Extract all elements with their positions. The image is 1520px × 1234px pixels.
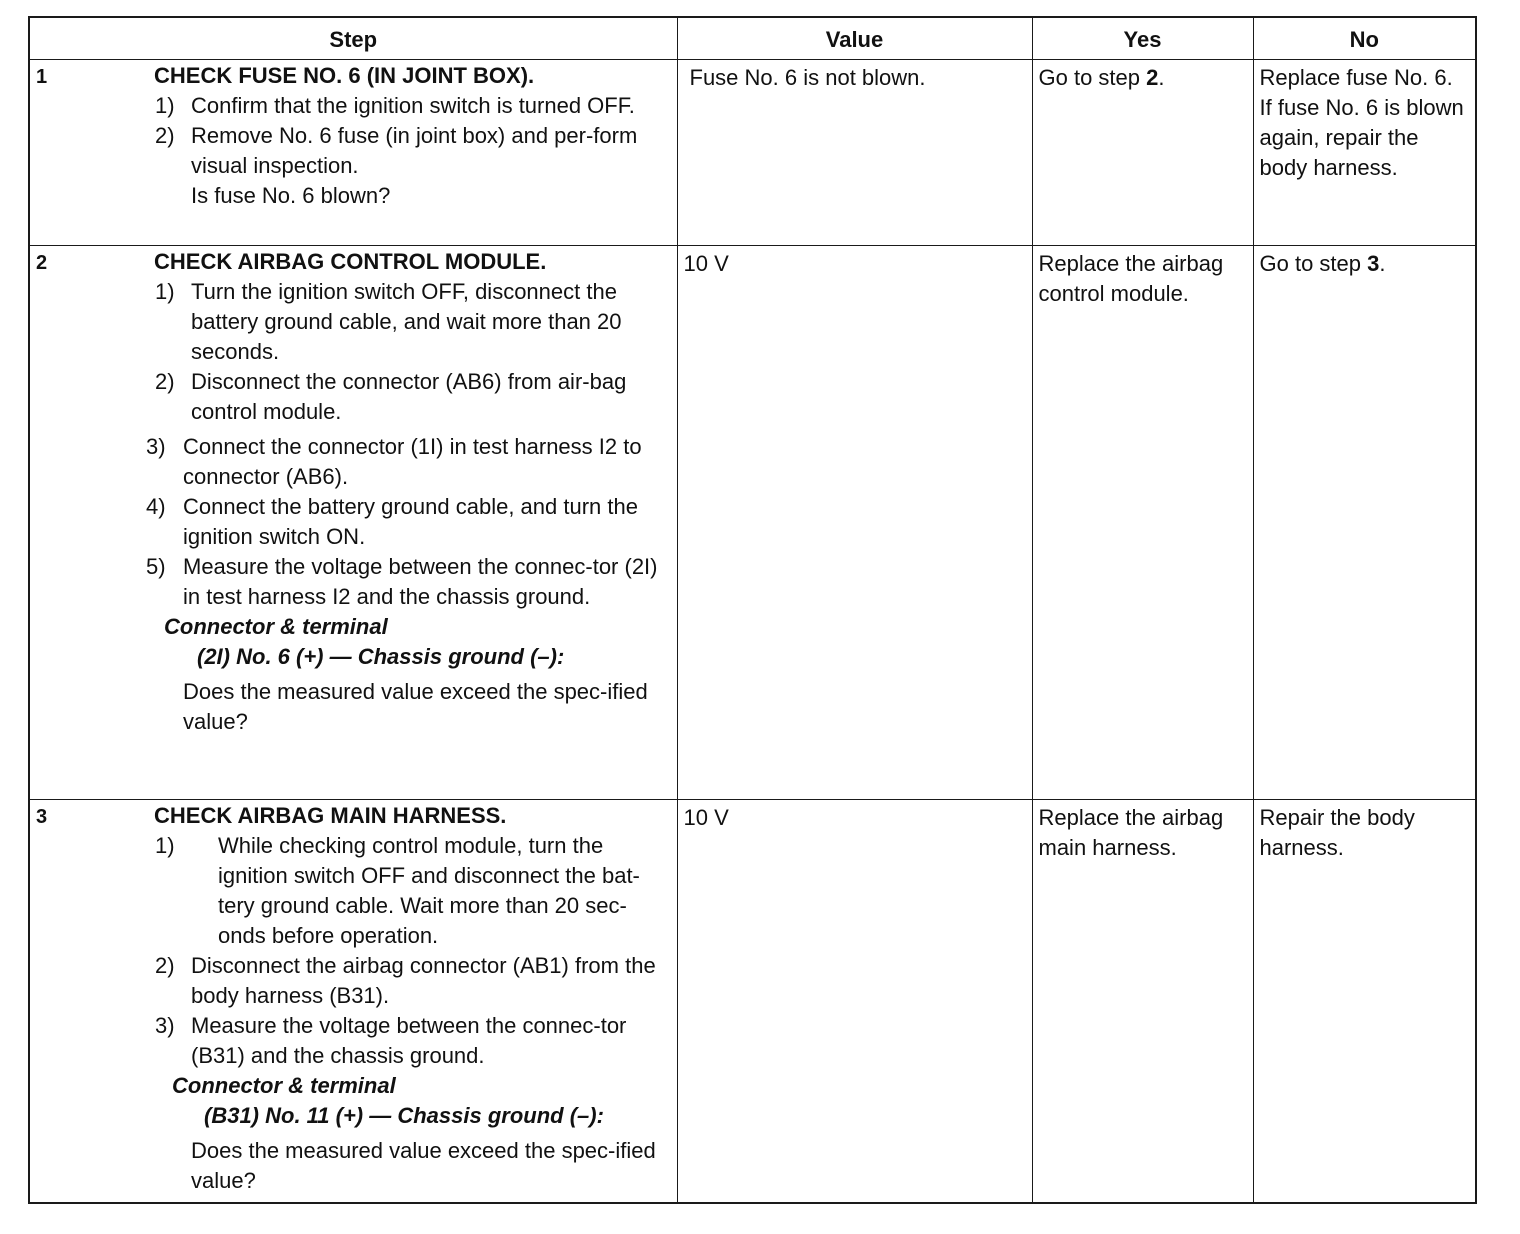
no-cell-3 (1253, 800, 1476, 1204)
terminal-spec: (2I) No. 6 (+) — Chassis ground (–): (197, 644, 565, 669)
no-text: Repair the body harness. (1259, 805, 1415, 860)
yes-text: Replace the airbag main harness. (1038, 805, 1224, 860)
header-step: Step (29, 17, 677, 60)
no-cell-2 (1253, 246, 1476, 800)
step-title: CHECK FUSE NO. 6 (IN JOINT BOX). (154, 63, 535, 88)
yes-cell-2 (1032, 246, 1253, 800)
value-cell-2 (677, 246, 1032, 800)
substep-number: 2) (155, 369, 175, 394)
no-text: Replace fuse No. 6. If fuse No. 6 is blown again, repair the body harness. (1259, 65, 1464, 180)
substep-number: 1) (155, 833, 175, 858)
yes-step-ref: 2 (1146, 65, 1159, 90)
value-text: 10 V (683, 251, 729, 276)
step-cell-3 (29, 800, 677, 1204)
substep (30, 951, 671, 1011)
substep-number: 5) (146, 554, 166, 579)
step-title: CHECK AIRBAG CONTROL MODULE. (154, 249, 547, 274)
step-number: 1 (36, 66, 48, 88)
value-text: Fuse No. 6 is not blown. (689, 65, 926, 90)
substep (30, 831, 671, 951)
substep (30, 432, 671, 492)
step-number: 3 (36, 806, 48, 828)
substep-number: 3) (146, 434, 166, 459)
substep-text: While checking control module, turn the ignition switch OFF and disconnect the bat-tery ground cable. Wait more than 20 sec-onds before operation. (218, 833, 640, 948)
yes-cell-1 (1032, 60, 1253, 246)
substep-number: 4) (146, 494, 166, 519)
substep (30, 91, 671, 121)
table-row-step-3 (29, 800, 1476, 1204)
no-step-ref: 3 (1367, 251, 1380, 276)
substep-text: Connect the connector (1I) in test harness I2 to connector (AB6). (183, 434, 642, 489)
yes-text (1033, 60, 1253, 93)
table-row-step-1 (29, 60, 1476, 246)
substep-number: 1) (155, 93, 175, 118)
terminal-spec: (B31) No. 11 (+) — Chassis ground (–): (204, 1103, 604, 1128)
value-cell-1 (677, 60, 1032, 246)
no-suffix: . (1379, 251, 1386, 276)
header-value: Value (677, 17, 1032, 60)
step-title: CHECK AIRBAG MAIN HARNESS. (154, 803, 507, 828)
substep-text: Remove No. 6 fuse (in joint box) and per-form visual inspection. (191, 123, 638, 178)
step-cell-1 (29, 60, 677, 246)
troubleshooting-table (28, 16, 1477, 1204)
value-cell-3 (677, 800, 1032, 1204)
substep-number: 3) (155, 1013, 175, 1038)
substep (30, 277, 671, 367)
no-cell-1 (1253, 60, 1476, 246)
substep (30, 1011, 671, 1071)
substep-text: Turn the ignition switch OFF, disconnect the battery ground cable, and wait more than 20 seconds. (191, 279, 622, 364)
substep-text: Disconnect the airbag connector (AB1) from the body harness (B31). (191, 953, 656, 1008)
substep (30, 121, 671, 181)
substep-text: Measure the voltage between the connec-tor (2I) in test harness I2 and the chassis ground. (183, 554, 658, 609)
yes-suffix: . (1158, 65, 1165, 90)
no-prefix: Go to step (1259, 251, 1368, 276)
substep-number: 1) (155, 279, 175, 304)
substep-text: Connect the battery ground cable, and turn the ignition switch ON. (183, 494, 638, 549)
substep (30, 552, 671, 612)
step-question: Does the measured value exceed the spec-ified value? (191, 1138, 656, 1193)
step-question: Is fuse No. 6 blown? (191, 183, 391, 208)
substep-text: Disconnect the connector (AB6) from air-bag control module. (191, 369, 627, 424)
substep (30, 367, 671, 427)
table-row-step-2 (29, 246, 1476, 800)
header-yes: Yes (1032, 17, 1253, 60)
substep-number: 2) (155, 123, 175, 148)
connector-terminal-label: Connector & terminal (164, 614, 388, 639)
substep-number: 2) (155, 953, 175, 978)
substep-text: Confirm that the ignition switch is turned OFF. (191, 93, 635, 118)
yes-text: Replace the airbag control module. (1038, 251, 1224, 306)
header-row (29, 17, 1476, 60)
header-no: No (1253, 17, 1476, 60)
no-text (1254, 246, 1476, 279)
substep (30, 492, 671, 552)
connector-terminal-label: Connector & terminal (172, 1073, 396, 1098)
step-cell-2 (29, 246, 677, 800)
step-number: 2 (36, 252, 48, 274)
value-text: 10 V (683, 805, 729, 830)
step-question: Does the measured value exceed the spec-ified value? (183, 679, 648, 734)
yes-cell-3 (1032, 800, 1253, 1204)
yes-prefix: Go to step (1038, 65, 1147, 90)
substep-text: Measure the voltage between the connec-tor (B31) and the chassis ground. (191, 1013, 627, 1068)
